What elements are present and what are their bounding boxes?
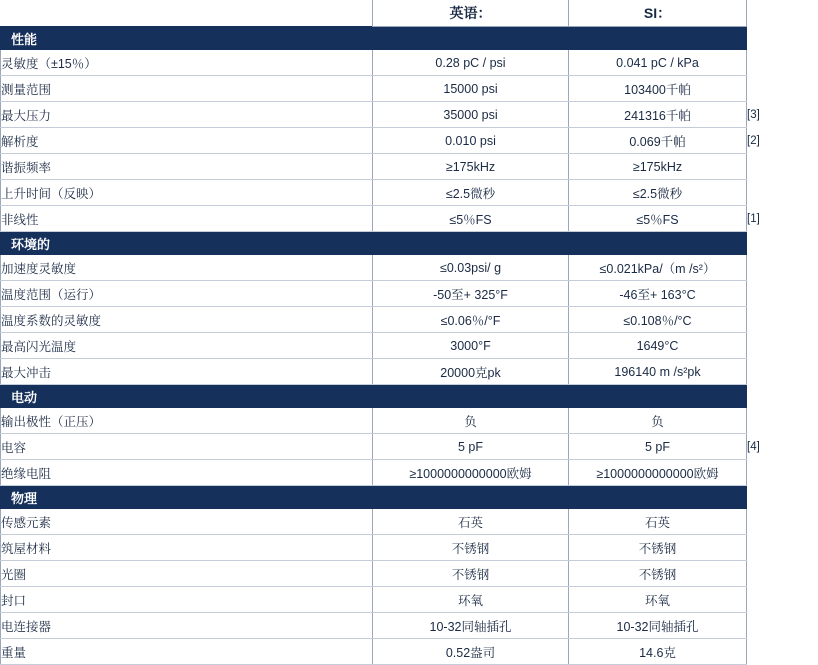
row-label: 最大压力 xyxy=(1,102,373,128)
row-label: 电容 xyxy=(1,434,373,460)
row-label: 重量 xyxy=(1,639,373,665)
row-value-english: 0.28 pC / psi xyxy=(373,50,569,76)
section-note-spacer xyxy=(747,385,818,408)
row-value-si: 石英 xyxy=(569,509,747,535)
row-value-english: 15000 psi xyxy=(373,76,569,102)
row-value-si: ≤0.108％/°C xyxy=(569,307,747,333)
row-value-english: ≥175kHz xyxy=(373,154,569,180)
table-row xyxy=(1,460,818,486)
table-row xyxy=(1,408,818,434)
table-row xyxy=(1,509,818,535)
row-value-english: 20000克pk xyxy=(373,359,569,385)
row-value-si: 196140 m /s²pk xyxy=(569,359,747,385)
row-note xyxy=(747,639,818,665)
row-value-english: 10-32同轴插孔 xyxy=(373,613,569,639)
table-row xyxy=(1,613,818,639)
row-label: 温度系数的灵敏度 xyxy=(1,307,373,333)
row-note xyxy=(747,587,818,613)
table-header-row xyxy=(1,0,818,27)
row-note xyxy=(747,509,818,535)
row-value-english: ≤5％FS xyxy=(373,206,569,232)
row-value-english: 5 pF xyxy=(373,434,569,460)
row-label: 输出极性（正压） xyxy=(1,408,373,434)
row-note: [4] xyxy=(747,434,818,460)
row-value-si: 5 pF xyxy=(569,434,747,460)
table-row xyxy=(1,587,818,613)
table-row xyxy=(1,307,818,333)
row-value-si: 负 xyxy=(569,408,747,434)
row-value-english: ≤0.06％/°F xyxy=(373,307,569,333)
row-note xyxy=(747,333,818,359)
table-row xyxy=(1,434,818,460)
row-label: 筑屋材料 xyxy=(1,535,373,561)
table-header xyxy=(1,0,818,27)
row-label: 加速度灵敏度 xyxy=(1,255,373,281)
section-header-row xyxy=(1,232,818,255)
table-row xyxy=(1,102,818,128)
row-note xyxy=(747,76,818,102)
header-blank-cell xyxy=(1,0,373,27)
header-english: 英语： xyxy=(373,0,569,27)
row-value-si: 环氧 xyxy=(569,587,747,613)
row-label: 传感元素 xyxy=(1,509,373,535)
header-si: SI： xyxy=(569,0,747,27)
row-value-english: -50至+ 325°F xyxy=(373,281,569,307)
row-label: 解析度 xyxy=(1,128,373,154)
row-value-english: ≥1000000000000欧姆 xyxy=(373,460,569,486)
row-value-english: 不锈钢 xyxy=(373,535,569,561)
table-body xyxy=(1,27,818,665)
row-value-si: -46至+ 163°C xyxy=(569,281,747,307)
table-row xyxy=(1,206,818,232)
table-row xyxy=(1,281,818,307)
row-note xyxy=(747,408,818,434)
row-value-si: ≥175kHz xyxy=(569,154,747,180)
row-value-si: 0.041 pC / kPa xyxy=(569,50,747,76)
row-value-english: 3000°F xyxy=(373,333,569,359)
row-value-english: 石英 xyxy=(373,509,569,535)
row-note xyxy=(747,307,818,333)
row-note xyxy=(747,359,818,385)
row-label: 灵敏度（±15％） xyxy=(1,50,373,76)
table-row xyxy=(1,50,818,76)
row-note: [3] xyxy=(747,102,818,128)
row-value-si: 10-32同轴插孔 xyxy=(569,613,747,639)
table-row xyxy=(1,359,818,385)
row-note xyxy=(747,50,818,76)
row-note xyxy=(747,180,818,206)
row-label: 最大冲击 xyxy=(1,359,373,385)
row-value-si: 241316千帕 xyxy=(569,102,747,128)
row-value-si: ≤5％FS xyxy=(569,206,747,232)
row-note xyxy=(747,535,818,561)
row-value-si: ≤2.5微秒 xyxy=(569,180,747,206)
table-row xyxy=(1,333,818,359)
row-label: 电连接器 xyxy=(1,613,373,639)
row-value-english: 0.010 psi xyxy=(373,128,569,154)
row-note xyxy=(747,460,818,486)
table-row xyxy=(1,255,818,281)
row-value-si: 14.6克 xyxy=(569,639,747,665)
table-row xyxy=(1,639,818,665)
row-label: 光圈 xyxy=(1,561,373,587)
row-label: 谐振频率 xyxy=(1,154,373,180)
section-title: 环境的 xyxy=(1,232,747,255)
row-value-english: 0.52盎司 xyxy=(373,639,569,665)
row-note xyxy=(747,255,818,281)
row-label: 上升时间（反映） xyxy=(1,180,373,206)
row-value-english: ≤0.03psi/ g xyxy=(373,255,569,281)
section-title: 电动 xyxy=(1,385,747,408)
section-note-spacer xyxy=(747,27,818,50)
section-note-spacer xyxy=(747,486,818,509)
section-header-row xyxy=(1,27,818,50)
header-note xyxy=(747,0,818,27)
row-value-si: 1649°C xyxy=(569,333,747,359)
row-value-si: 0.069千帕 xyxy=(569,128,747,154)
row-value-english: ≤2.5微秒 xyxy=(373,180,569,206)
row-note xyxy=(747,281,818,307)
section-header-row xyxy=(1,486,818,509)
table-row xyxy=(1,76,818,102)
row-note: [1] xyxy=(747,206,818,232)
row-label: 测量范围 xyxy=(1,76,373,102)
row-note xyxy=(747,561,818,587)
row-value-si: 不锈钢 xyxy=(569,561,747,587)
table-row xyxy=(1,180,818,206)
row-note xyxy=(747,613,818,639)
section-header-row xyxy=(1,385,818,408)
row-label: 温度范围（运行） xyxy=(1,281,373,307)
row-value-english: 环氧 xyxy=(373,587,569,613)
section-title: 物理 xyxy=(1,486,747,509)
row-value-si: 不锈钢 xyxy=(569,535,747,561)
section-note-spacer xyxy=(747,232,818,255)
row-value-english: 35000 psi xyxy=(373,102,569,128)
section-title: 性能 xyxy=(1,27,747,50)
row-label: 封口 xyxy=(1,587,373,613)
row-value-english: 不锈钢 xyxy=(373,561,569,587)
table-row xyxy=(1,535,818,561)
table-row xyxy=(1,561,818,587)
row-note: [2] xyxy=(747,128,818,154)
table-row xyxy=(1,154,818,180)
row-label: 最高闪光温度 xyxy=(1,333,373,359)
row-value-si: 103400千帕 xyxy=(569,76,747,102)
row-value-english: 负 xyxy=(373,408,569,434)
row-label: 绝缘电阻 xyxy=(1,460,373,486)
row-label: 非线性 xyxy=(1,206,373,232)
row-value-si: ≤0.021kPa/（m /s²） xyxy=(569,255,747,281)
row-note xyxy=(747,154,818,180)
table-row xyxy=(1,128,818,154)
row-value-si: ≥1000000000000欧姆 xyxy=(569,460,747,486)
